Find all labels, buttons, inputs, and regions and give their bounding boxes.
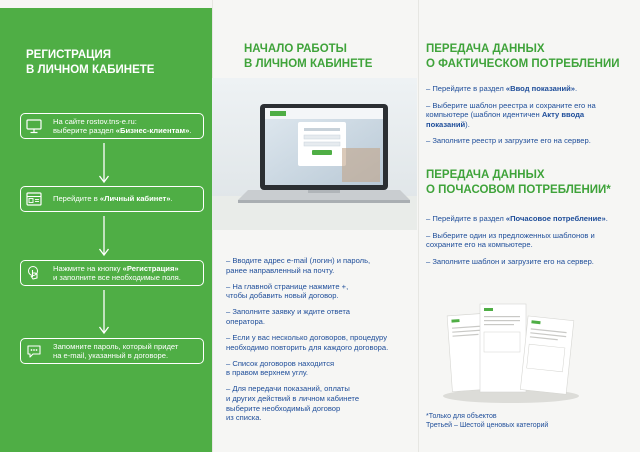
list-item: – Выберите шаблон реестра и сохраните его на компьютере (шаблон идентичен Акту ввода показаний). [426,100,596,129]
list-item: – Выберите один из предложенных шаблонов и сохраните его на компьютере. [426,230,595,250]
hourly-consumption-list [426,214,616,273]
list-item: – Заполните реестр и загрузите его на сервер. [426,136,591,146]
list-item: – На главной странице нажмите +, чтобы добавить новый договор. [226,281,349,301]
step-1-line-2: выберите раздел «Бизнес-клиентам». [53,126,192,135]
browser-window-icon [25,190,43,208]
hourly-consumption-title: ПЕРЕДАЧА ДАННЫХ О ПОЧАСОВОМ ПОТРЕБЛЕНИИ* [426,169,611,196]
list-item: – Перейдите в раздел «Почасовое потребление». [426,214,608,223]
actual-consumption-list [426,84,616,153]
step-personal-cabinet [20,186,204,212]
arrow-down-icon [98,216,110,258]
list-item: – Вводите адрес e-mail (логин) и пароль, ранее направленный на почту. [226,256,371,275]
arrow-down-icon [98,143,110,185]
chat-bubble-icon [25,342,43,360]
registration-panel [0,8,212,452]
step-4-line-1: Запомните пароль, который придет [53,341,179,351]
list-item: – Список договоров находится в правом верхнем углу. [226,358,335,378]
hand-pointer-icon [25,264,43,282]
list-item: – Для передачи показаний, оплаты и других действий в личном кабинете выберите необходимый договор из списка. [226,384,360,423]
step-3-line-2: и заполните все необходимые поля. [53,273,181,282]
personal-cabinet-link: «Личный кабинет» [99,194,171,204]
step-visit-site [20,113,204,139]
list-item: – Заполните заявку и ждите ответа оператора. [226,307,350,326]
step-2-line-1: Перейдите в «Личный кабинет». [53,194,173,204]
laptop-photo [212,78,417,230]
list-item: – Заполните шаблон и загрузите его на сервер. [426,256,594,266]
actual-consumption-title: ПЕРЕДАЧА ДАННЫХ О ФАКТИЧЕСКОМ ПОТРЕБЛЕНИИ [426,43,620,70]
step-4-line-2: на e-mail, указанный в договоре. [53,351,169,360]
step-remember-password [20,338,204,364]
arrow-down-icon [98,290,110,336]
list-item: – Перейдите в раздел «Ввод показаний». [426,84,578,93]
business-clients-section-link: «Бизнес-клиентам» [115,126,190,135]
registration-title: РЕГИСТРАЦИЯ В ЛИЧНОМ КАБИНЕТЕ [26,49,155,76]
list-item: – Если у вас несколько договоров, процедуру необходимо повторить для каждого договора. [226,333,389,352]
step-3-line-1: Нажмите на кнопку «Регистрация» [53,263,179,273]
computer-icon [25,117,43,135]
footnote: *Только для объектов Третьей – Шестой ценовых категорий [426,413,549,429]
step-registration [20,260,204,286]
getting-started-list [226,256,416,429]
document-stack-illustration [436,296,586,406]
getting-started-title: НАЧАЛО РАБОТЫ В ЛИЧНОМ КАБИНЕТЕ [244,43,373,70]
registration-button-label: «Регистрация» [122,263,179,273]
step-1-line-1: На сайте rostov.tns-e.ru: [53,116,137,126]
column-separator [418,0,419,452]
